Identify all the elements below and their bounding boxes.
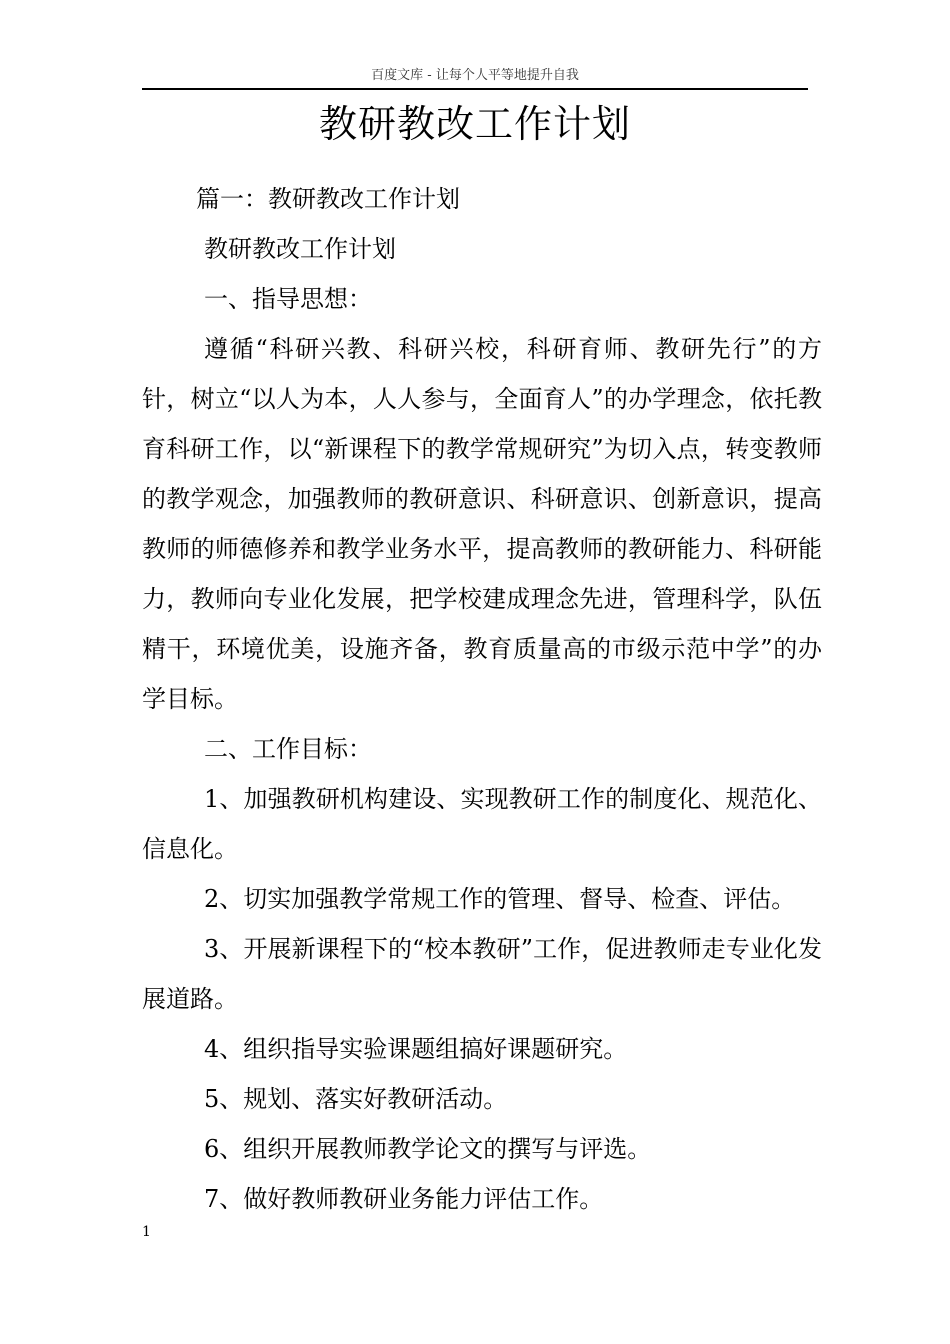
subtitle-paragraph: 教研教改工作计划: [204, 235, 396, 263]
goal-item: 7、做好教师教研业务能力评估工作。: [204, 1185, 604, 1213]
goal-item: 4、组织指导实验课题组搞好课题研究。: [204, 1035, 628, 1063]
goal-item: 3、开展新课程下的“校本教研”工作，促进教师走专业化发展道路。: [142, 935, 822, 1013]
goal-item: 2、切实加强教学常规工作的管理、督导、检查、评估。: [204, 885, 796, 913]
guiding-ideology-paragraph: 遵循“科研兴教、科研兴校，科研育师、教研先行”的方针，树立“以人为本，人人参与，全面育人”的办学理念，依托教育科研工作，以“新课程下的教学常规研究”为切入点，转变教师的教学观念，加强教师的教研意识、科研意识、创新意识，提高教师的师德修养和教学业务水平，提高教师的教研能力、科研能力，教师向专业化发展，把学校建成理念先进，管理科学，队伍精干，环境优美，设施齐备，教育质量高的市级示范中学”的办学目标。: [142, 335, 822, 713]
page-number: 1: [142, 1224, 151, 1240]
goal-item: 1、加强教研机构建设、实现教研工作的制度化、规范化、信息化。: [142, 785, 822, 863]
work-goals-heading: 二、工作目标：: [204, 735, 372, 763]
document-title: 教研教改工作计划: [318, 102, 631, 146]
goal-item: 6、组织开展教师教学论文的撰写与评选。: [204, 1135, 652, 1163]
guiding-ideology-heading: 一、指导思想：: [204, 285, 372, 313]
goal-item: 5、规划、落实好教研活动。: [204, 1085, 508, 1113]
document-body: [142, 174, 822, 1224]
page-header: 百度文库 - 让每个人平等地提升自我: [142, 64, 808, 90]
section-heading: 篇一：教研教改工作计划: [196, 185, 460, 213]
